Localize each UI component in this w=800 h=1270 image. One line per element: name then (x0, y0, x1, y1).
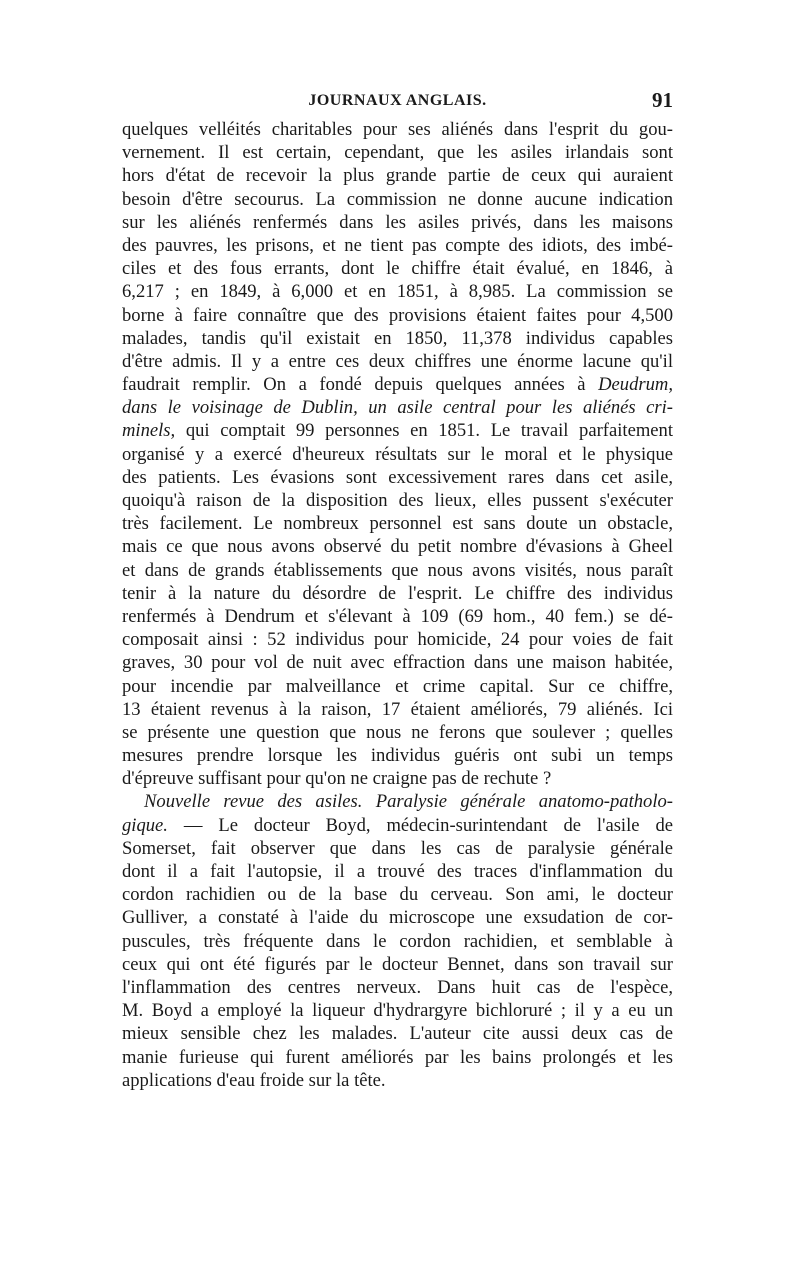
line-text: quoiqu'à raison de la disposition des lieux, elles pussent s'exécuter (122, 490, 673, 511)
text-line (122, 930, 673, 953)
text-line (122, 327, 673, 350)
text-line (122, 883, 673, 906)
text-line (122, 512, 673, 535)
text-line (122, 234, 673, 257)
line-text: tenir à la nature du désordre de l'esprit. Le chiffre des individus (122, 582, 673, 604)
line-text: graves, 30 pour vol de nuit avec effraction dans une maison habitée, (122, 652, 673, 674)
italic-text: minels, (122, 420, 176, 442)
text-line (122, 211, 673, 234)
text-line (122, 744, 673, 767)
italic-text: Nouvelle revue des asiles. Paralysie générale anatomo-patholo- (144, 791, 673, 813)
text-line (122, 837, 673, 860)
text-line (122, 304, 673, 327)
line-text: — Le docteur Boyd, médecin-surintendant de l'asile de (167, 814, 673, 836)
line-text: Somerset, fait observer que dans les cas de paralysie générale (122, 837, 673, 859)
text-line (122, 675, 673, 698)
line-text: mais ce que nous avons observé du petit nombre d'évasions à Gheel (122, 536, 673, 558)
line-text: d'épreuve suffisant pour qu'on ne craigne pas de rechute ? (122, 768, 552, 790)
text-line (122, 350, 673, 373)
page-header (122, 88, 673, 118)
line-text: composait ainsi : 52 individus pour homicide, 24 pour voies de fait (122, 629, 673, 651)
text-line (122, 698, 673, 721)
line-text: renfermés à Dendrum et s'élevant à 109 (69 hom., 40 fem.) se dé- (122, 605, 673, 627)
italic-text: gique. (122, 814, 168, 836)
text-line (122, 953, 673, 976)
line-text: mesures prendre lorsque les individus guéris ont subi un temps (122, 745, 673, 767)
line-text: malades, tandis qu'il existait en 1850, 11,378 individus capables (122, 327, 673, 349)
line-text: et dans de grands établissements que nous avons visités, nous paraît (122, 559, 673, 581)
text-line (122, 860, 673, 883)
line-text: 6,217 ; en 1849, à 6,000 et en 1851, à 8,985. La commission se (122, 281, 673, 303)
line-text: hors d'état de recevoir la plus grande partie de ceux qui auraient (122, 165, 673, 187)
line-text: des patients. Les évasions sont excessivement rares dans cet asile, (122, 466, 673, 488)
text-line (122, 651, 673, 674)
text-line (122, 814, 673, 837)
line-text: pour incendie par malveillance et crime capital. Sur ce chiffre, (122, 675, 673, 697)
text-line (122, 999, 673, 1022)
line-text: 13 étaient revenus à la raison, 17 étaient améliorés, 79 aliénés. Ici (122, 698, 673, 720)
line-text: puscules, très fréquente dans le cordon rachidien, et semblable à (122, 930, 673, 952)
text-line (122, 976, 673, 999)
line-text: M. Boyd a employé la liqueur d'hydrargyre bichloruré ; il y a eu un (122, 1000, 673, 1022)
line-text: Gulliver, a constaté à l'aide du microscope une exsudation de cor- (122, 907, 673, 929)
line-text: faudrait remplir. On a fondé depuis quelques années à (122, 374, 599, 396)
text-line (122, 466, 673, 489)
text-line (122, 443, 673, 466)
text-line (122, 721, 673, 744)
line-text: quelques velléités charitables pour ses aliénés dans l'esprit du gou- (122, 119, 673, 140)
line-text: l'inflammation des centres nerveux. Dans huit cas de l'espèce, (122, 976, 673, 998)
text-line (122, 1022, 673, 1045)
line-text: des pauvres, les prisons, et ne tient pas compte des idiots, des imbé- (122, 234, 673, 256)
text-line (122, 906, 673, 929)
text-line (122, 118, 673, 141)
line-text: sur les aliénés renfermés dans les asiles privés, dans les maisons (122, 211, 673, 233)
line-text: vernement. Il est certain, cependant, que les asiles irlandais sont (122, 142, 673, 164)
line-text: applications d'eau froide sur la tête. (122, 1069, 386, 1091)
text-line (122, 257, 673, 280)
text-line (122, 188, 673, 211)
text-line (122, 582, 673, 605)
line-text: très facilement. Le nombreux personnel est sans doute un obstacle, (122, 513, 673, 535)
italic-text: Deudrum, (598, 374, 673, 396)
line-text: cordon rachidien ou de la base du cerveau. Son ami, le docteur (122, 884, 673, 906)
text-line (122, 628, 673, 651)
text-line (122, 164, 673, 187)
line-text: ciles et des fous errants, dont le chiffre était évalué, en 1846, à (122, 258, 673, 280)
text-line (122, 559, 673, 582)
text-line (122, 141, 673, 164)
line-text: d'être admis. Il y a entre ces deux chiffres une énorme lacune qu'il (122, 350, 673, 372)
text-line (122, 396, 673, 419)
text-line (122, 373, 673, 396)
line-text: mieux sensible chez les malades. L'auteur cite aussi deux cas de (122, 1023, 673, 1045)
line-text: organisé y a exercé d'heureux résultats sur le moral et le physique (122, 443, 673, 465)
running-head: JOURNAUX ANGLAIS. (308, 92, 487, 109)
line-text: besoin d'être secourus. La commission ne donne aucune indication (122, 188, 673, 210)
text-line (122, 767, 673, 790)
page-number: 91 (652, 88, 673, 112)
line-text: dont il a fait l'autopsie, il a trouvé des traces d'inflammation du (122, 861, 673, 882)
line-text: qui comptait 99 personnes en 1851. Le travail parfaitement (175, 420, 673, 442)
text-line (122, 535, 673, 558)
line-text: se présente une question que nous ne ferons que soulever ; quelles (122, 721, 673, 743)
text-line (122, 419, 673, 442)
line-text: manie furieuse qui furent améliorés par les bains prolongés et les (122, 1046, 673, 1068)
text-line (122, 790, 673, 813)
italic-text: dans le voisinage de Dublin, un asile central pour les aliénés cri- (122, 397, 673, 419)
text-line (122, 605, 673, 628)
line-text: ceux qui ont été figurés par le docteur Bennet, dans son travail sur (122, 953, 673, 975)
text-line (122, 1046, 673, 1069)
text-line (122, 489, 673, 512)
text-line (122, 1069, 673, 1092)
text-line (122, 280, 673, 303)
line-text: borne à faire connaître que des provisions étaient faites pour 4,500 (122, 304, 673, 326)
body-text (122, 118, 673, 1092)
